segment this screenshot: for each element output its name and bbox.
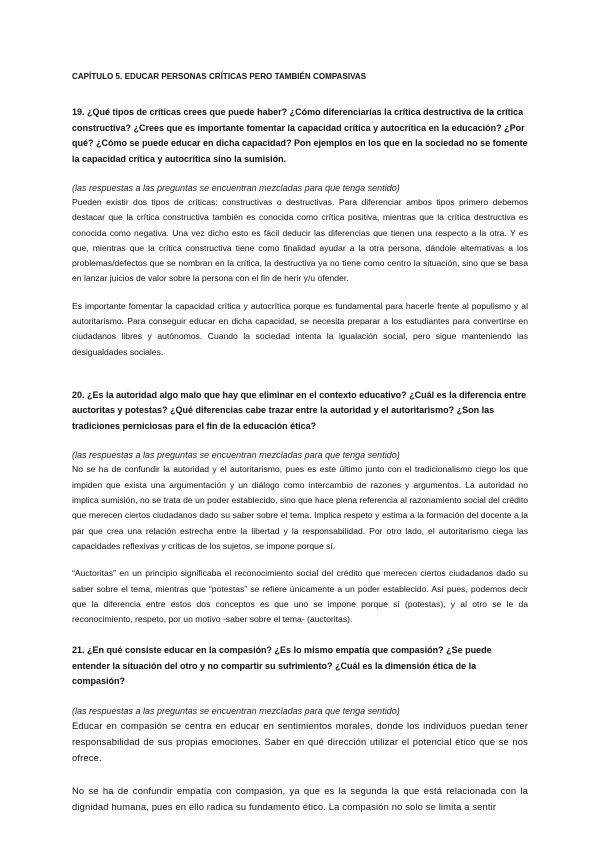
answer-20-paragraph-2: “Auctoritas” en un principio significaba el reconocimiento social del crédito que merecen ciertos ciudadanos dado su saber sobre el tema, mientras que “potestas” se refiere únicamente a un poder establecido. Así pues, podemos decir que la diferencia entre estos dos conceptos es que uno se impone porque sí (potestas), y al otro se le da reconocimiento, respeto, por un motivo -saber sobre el tema- (auctoritas).	[72, 568, 528, 625]
chapter-title: CAPÍTULO 5. EDUCAR PERSONAS CRÍTICAS PERO TAMBIÉN COMPASIVAS	[72, 72, 367, 81]
question-19: 19. ¿Qué tipos de críticas crees que puede haber? ¿Cómo diferenciarías la crítica destructiva de la crítica constructiva? ¿Crees que es importante fomentar la capacidad crítica y autocrítica en la educación? ¿Por qué? ¿Cómo se puede educar en dicha capacidad? Pon ejemplos en los que en la sociedad no se fomente la capacidad crítica y autocrítica sino la sumisión.	[72, 107, 528, 164]
question-20: 20. ¿Es la autoridad algo malo que hay que eliminar en el contexto educativo? ¿Cuál es la diferencia entre auctoritas y potestas? ¿Qué diferencias cabe trazar entre la autoridad y el autoritarismo? ¿Son las tradiciones perniciosas para el fin de la educación ética?	[72, 389, 527, 431]
answer-note-21: (las respuestas a las preguntas se encuentran mezcladas para que tenga sentido)	[72, 705, 400, 716]
answer-19-paragraph-1: Pueden existir dos tipos de críticas: constructivas o destructivas. Para diferenciar ambos tipos primero debemos destacar que la crítica constructiva también es conocida como crítica positiva, mientras que la crítica destructiva es conocida como negativa. Una vez dicho esto es fácil deducir las diferencias que tienen una respecto a la otra. Y es que, mientras que la crítica constructiva tiene como finalidad ayudar a la otra persona, dándole alternativas a los problemas/defectos que se nombran en la crítica, la destructiva ya no tiene como centro la situación, sino que se basa en lanzar juicios de valor sobre la persona con el fin de herir y/u ofender.	[72, 197, 528, 284]
section-19	[72, 105, 528, 360]
answer-20-paragraph-1: No se ha de confundir la autoridad y el autoritarismo, pues es este último junto con el tradicionalismo ciego los que impiden que exista una argumentación y un diálogo como intercambio de razones y argumentos. La autoridad no implica sumisión, no se trata de un poder establecido, sino que hace plena referencia al razonamiento social del crédito que merecen ciertos ciudadanos dado su saber sobre el tema. Implica respeto y estima a la formación del docente a la par que crea una relación estrecha entre la libertad y la responsabilidad. Por otro lado, el autoritarismo ciega las capacidades reflexivas y críticas de los sujetos, se impone porque sí.	[72, 464, 528, 551]
answer-19-paragraph-2: Es importante fomentar la capacidad crítica y autocrítica porque es fundamental para hacerle frente al populismo y al autoritarismo. Para conseguir educar en dicha capacidad, se necesita preparar a los estudiantes para convertirse en ciudadanos libres y autónomos. Cuando la sociedad intenta la igualación social, pero sigue manteniendo las desigualdades sociales.	[72, 300, 528, 357]
question-21: 21. ¿En qué consiste educar en la compasión? ¿Es lo mismo empatía que compasión? ¿Se puede entender la situación del otro y no compartir su sufrimiento? ¿Cuál es la dimensión ética de la compasión?	[72, 645, 492, 687]
section-21	[72, 643, 528, 815]
section-20	[72, 388, 528, 627]
answer-note-20: (las respuestas a las preguntas se encuentran mezcladas para que tenga sentido)	[72, 450, 400, 461]
answer-note-19: (las respuestas a las preguntas se encuentran mezcladas para que tenga sentido)	[72, 183, 400, 193]
answer-21-paragraph-1: Educar en compasión se centra en educar en sentimientos morales, donde los individuos puedan tener responsabilidad de sus propias emociones. Saber en qué dirección utilizar el potencial ético que se nos ofrece.	[72, 719, 528, 764]
answer-21-paragraph-2: No se ha de confundir empatía con compasión, ya que es la segunda la que está relacionada con la dignidad humana, pues en ello radica su fundamento ético. La compasión no solo se limita a sentir	[72, 784, 528, 812]
